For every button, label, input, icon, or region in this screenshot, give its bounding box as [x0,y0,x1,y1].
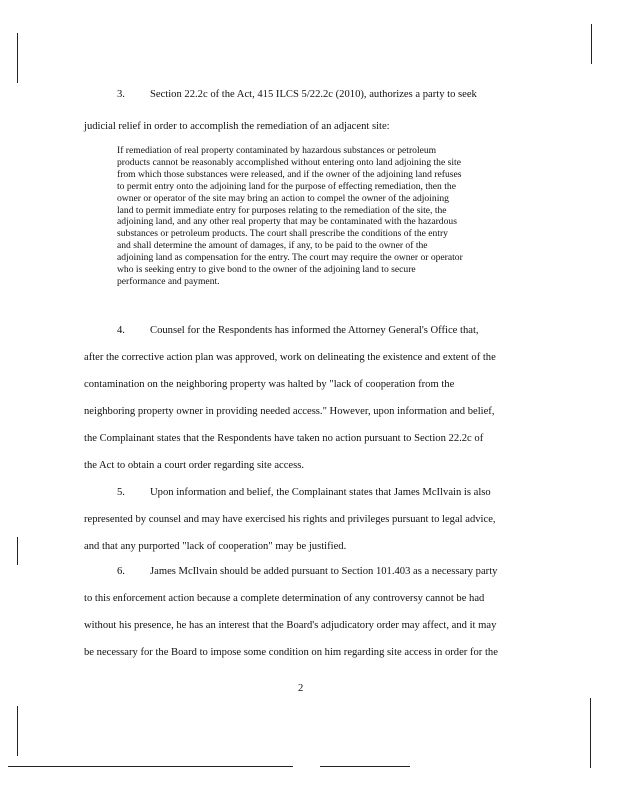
quote-line: and shall determine the amount of damages, if any, to be paid to the owner of the [117,240,428,252]
paragraph-6-line: be necessary for the Board to impose some condition on him regarding site access in order for the [84,647,498,658]
quote-line: performance and payment. [117,275,220,287]
quote-line: who is seeking entry to give bond to the owner of the adjoining land to secure [117,264,416,276]
paragraph-4-line: after the corrective action plan was approved, work on delineating the existence and extent of the [84,352,496,363]
quote-line: substances or petroleum products. The court shall prescribe the conditions of the entry [117,228,448,240]
scan-edge-mark-left-bottom [17,706,18,756]
quote-line: from which those substances were released, and if the owner of the adjoining land refuses [117,168,462,180]
quote-line: owner or operator of the site may bring an action to compel the owner of the adjoining [117,192,449,204]
paragraph-4-line: neighboring property owner in providing needed access." However, upon information and belief, [84,406,495,417]
paragraph-4-number: 4. [117,325,125,336]
scan-edge-mark-right-bottom [590,698,591,768]
paragraph-6-line: without his presence, he has an interest that the Board's adjudicatory order may affect, and it may [84,620,497,631]
statute-block-quote [117,145,495,288]
page-number: 2 [298,683,304,694]
paragraph-5-line: and that any purported "lack of cooperation" may be justified. [84,541,347,552]
quote-line: to permit entry onto the adjoining land for the purpose of effecting remediation, then the [117,180,456,192]
paragraph-5-line: represented by counsel and may have exercised his rights and privileges pursuant to legal advice, [84,514,496,525]
quote-line: adjoining land as compensation for the entry. The court may require the owner or operator [117,252,463,264]
paragraph-4-line: contamination on the neighboring property was halted by "lack of cooperation from the [84,379,455,390]
scan-edge-mark-top-left [17,33,18,83]
paragraph-4-line: Counsel for the Respondents has informed the Attorney General's Office that, [150,325,479,336]
scan-edge-mark-top-right [591,24,592,64]
paragraph-5-line: Upon information and belief, the Complainant states that James McIlvain is also [150,487,491,498]
paragraph-3-line: judicial relief in order to accomplish the remediation of an adjacent site: [84,121,390,132]
paragraph-3-number: 3. [117,89,125,100]
quote-line: products cannot be reasonably accomplished without entering onto land adjoining the site [117,156,461,168]
quote-line: adjoining land, and any other real property that may be contaminated with the hazardous [117,216,457,228]
paragraph-6-line: to this enforcement action because a complete determination of any controversy cannot be had [84,593,485,604]
quote-line: land to permit immediate entry for purposes relating to the remediation of the site, the [117,204,447,216]
scan-edge-line-bottom-left [8,766,293,767]
quote-line: If remediation of real property contaminated by hazardous substances or petroleum [117,145,437,156]
paragraph-4-line: the Act to obtain a court order regarding site access. [84,460,305,471]
paragraph-6-line: James McIlvain should be added pursuant to Section 101.403 as a necessary party [150,566,498,577]
paragraph-6-number: 6. [117,566,125,577]
paragraph-4-line: the Complainant states that the Respondents have taken no action pursuant to Section 22.2c of [84,433,484,444]
scan-edge-line-bottom-right [320,766,410,767]
scan-edge-mark-left-mid [17,537,18,565]
paragraph-5-number: 5. [117,487,125,498]
paragraph-3-line: Section 22.2c of the Act, 415 ILCS 5/22.2c (2010), authorizes a party to seek [150,89,477,100]
